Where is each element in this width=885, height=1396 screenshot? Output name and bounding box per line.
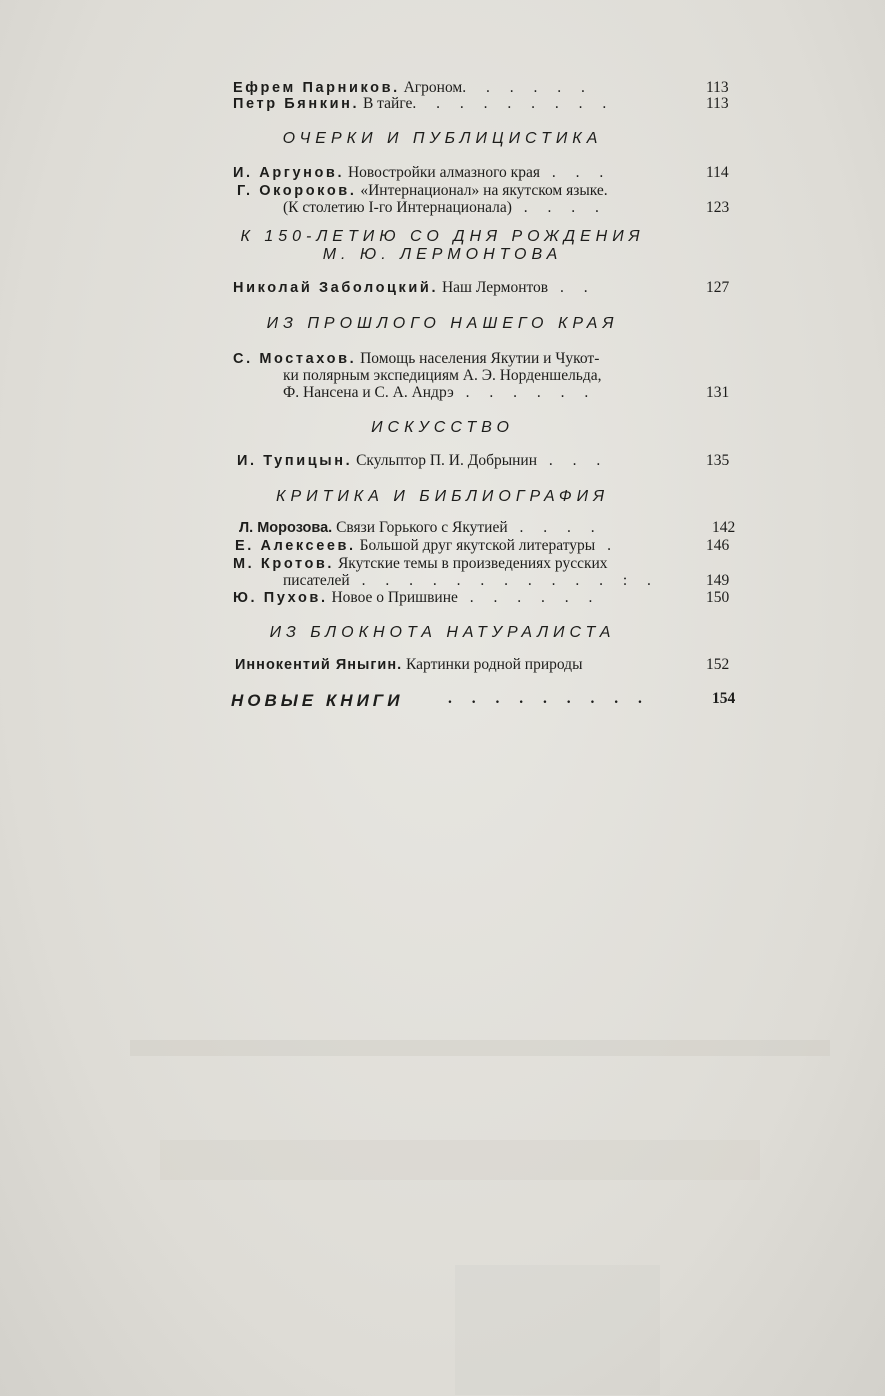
entry-title: Новостройки алмазного края (347, 164, 540, 181)
entry-page: 131 (706, 384, 730, 401)
entry-author: Николай Заболоцкий. (233, 280, 439, 296)
entry-title: Большой друг якутской литературы (359, 537, 596, 554)
entry-title: Наш Лермонтов (441, 279, 549, 296)
entry-title: Помощь населения Якутии и Чукот- (360, 350, 600, 367)
entry-author: И. Тупицын. (237, 453, 353, 469)
entry-page: 123 (706, 199, 730, 216)
entry-author: М. Кротов. (233, 556, 335, 572)
entry-title: Скульптор П. И. Добрынин (356, 452, 538, 469)
entry-author: И. Аргунов. (233, 165, 345, 181)
entry-title: Агроном (403, 79, 463, 96)
entry-author: Ю. Пухов. (233, 590, 328, 606)
entry-title: В тайге (362, 95, 413, 112)
entry-author: Иннокентий Яныгин. (235, 657, 403, 673)
new-books-page: 154 (712, 690, 736, 707)
section-heading: ИЗ ПРОШЛОГО НАШЕГО КРАЯ (266, 315, 619, 332)
entry-title: Картинки родной природы (406, 656, 583, 673)
entry-title-line3: Ф. Нансена и С. А. Андрэ (283, 384, 454, 401)
section-heading: ИЗ БЛОКНОТА НАТУРАЛИСТА (269, 624, 616, 641)
entry-page: 150 (706, 589, 730, 606)
section-heading: ИСКУССТВО (371, 419, 514, 436)
section-heading: К 150-ЛЕТИЮ СО ДНЯ РОЖДЕНИЯ (240, 228, 645, 245)
entry-author: С. Мостахов. (233, 351, 357, 367)
entry-page: 127 (706, 279, 730, 296)
entry-page: 142 (712, 519, 736, 536)
entry-title-line2: ки полярным экспедициям А. Э. Норденшельда, (283, 367, 602, 384)
entry-page: 149 (706, 572, 730, 589)
entry-author: Петр Бянкин. (233, 96, 360, 112)
entry-title: Связи Горького с Якутией (336, 519, 508, 536)
entry-author: Е. Алексеев. (235, 538, 356, 554)
entry-author: Ефрем Парников. (233, 80, 400, 96)
entry-title-line2: (К столетию I-го Интернационала) (283, 199, 512, 216)
entry-author: Г. Окороков. (237, 183, 357, 199)
section-heading: ОЧЕРКИ И ПУБЛИЦИСТИКА (282, 130, 603, 147)
entry-page: 113 (706, 79, 729, 96)
entry-page: 135 (706, 452, 730, 469)
section-heading: М. Ю. ЛЕРМОНТОВА (322, 246, 563, 263)
entry-title-line2: писателей (283, 572, 350, 589)
toc-page: Ефрем Парников. Агроном. . . . . . 113 Петр Бянкин. В тайге. . . . . . . . . 113 ОЧЕРКИ И ПУБЛИЦИСТИКА И. Аргунов. Новостройки алмазного края . . . 114 Г. Окороков. «Интернационал» на якутском языке. (К столетию I-го Интернационала) . . . . 123 К 150-ЛЕТИЮ СО ДНЯ РОЖДЕНИЯ М. Ю. ЛЕРМОНТОВА Николай Заболоцкий. Наш Лермонтов . . 127 ИЗ ПРОШЛОГО НАШЕГО КРАЯ С. Мостахов. Помощь населения Якутии и Чукот- ки полярным экспедициям А. Э. Норденшельда, Ф. Нансена и С. А. Андрэ . . . . . . 131 ИСКУССТВО И. Тупицын. Скульптор П. И. Добрынин . . . 135 КРИТИКА И БИБЛИОГРАФИЯ Л. Морозова. Связи Горького с Якутией . . . . 142 Е. Алексеев. Большой друг якутской литературы . 146 М. Кротов. Якутские темы в произведениях русских писателей . . . . . . . . . . . : . 149 Ю. Пухов. Новое о Пришвине . . . . . . 150 ИЗ БЛОКНОТА НАТУРАЛИСТА Иннокентий Яныгин. Картинки родной природы 152 НОВЫЕ КНИГИ . . . . . . . . . 154 (0, 0, 885, 1396)
entry-title: Якутские темы в произведениях русских (337, 555, 608, 572)
entry-title: Новое о Пришвине (331, 589, 458, 606)
new-books-label: НОВЫЕ КНИГИ (231, 691, 404, 710)
entry-title: «Интернационал» на якутском языке. (360, 182, 608, 199)
entry-page: 113 (706, 95, 729, 112)
section-heading: КРИТИКА И БИБЛИОГРАФИЯ (276, 488, 609, 505)
entry-page: 114 (706, 164, 729, 181)
entry-page: 146 (706, 537, 730, 554)
entry-author: Л. Морозова. (239, 520, 333, 536)
entry-page: 152 (706, 656, 730, 673)
